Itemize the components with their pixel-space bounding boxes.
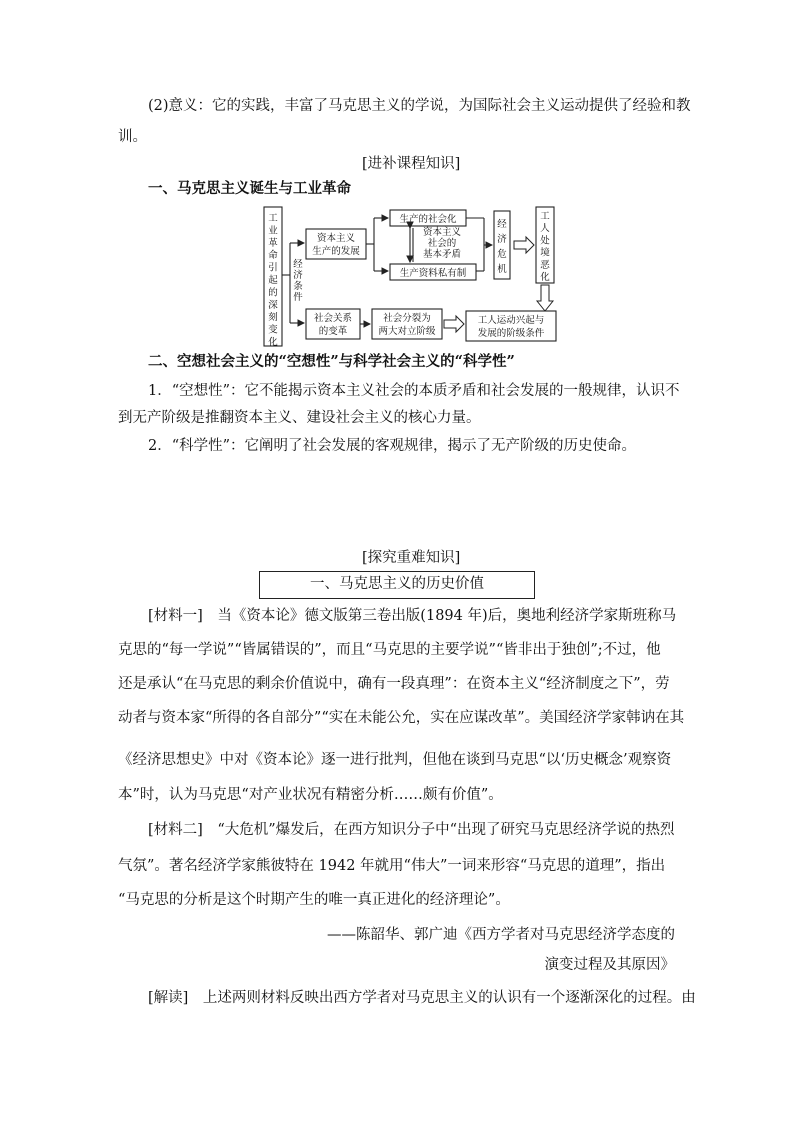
econCond-char: 经 xyxy=(293,259,303,270)
capitalist-dev-line2: 生产的发展 xyxy=(312,246,360,257)
leftV-char: 刻 xyxy=(268,312,278,324)
leftV-char: 业 xyxy=(268,225,278,237)
leftV-char: 的 xyxy=(268,287,278,299)
topic2-title: 二、空想社会主义的“空想性”与科学社会主义的“科学性” xyxy=(148,353,515,370)
class-division-line2: 两大对立阶级 xyxy=(378,326,436,337)
workers-situation-text xyxy=(540,211,550,283)
material2-line1: [材料二] “大危机”爆发后，在西方知识分子中“出现了研究马克思经济学说的热烈 xyxy=(148,822,675,838)
hollow-arrow-down xyxy=(537,285,553,311)
industrial-revolution-flow-diagram xyxy=(262,205,562,350)
explore-heading: [探究重难知识] xyxy=(362,550,461,566)
contradiction-line1: 资本主义 xyxy=(422,227,462,238)
leftV-char: 命 xyxy=(268,250,278,262)
workersV-char: 处 xyxy=(540,235,550,247)
leftV-char: 深 xyxy=(268,299,278,311)
crisisV-char: 危 xyxy=(497,249,507,260)
leftV-char: 起 xyxy=(268,275,278,286)
workersV-char: 恶 xyxy=(540,259,550,271)
econCond-char: 济 xyxy=(293,270,303,281)
private-ownership-label: 生产资料私有制 xyxy=(399,268,467,279)
economic-condition-label xyxy=(293,258,303,303)
utopian-item-line1: 1．“空想性”：它不能揭示资本主义社会的本质矛盾和社会发展的一般规律，认识不 xyxy=(148,383,680,399)
econCond-char: 件 xyxy=(293,292,303,303)
econCond-char: 条 xyxy=(293,281,303,292)
source-line1: ——陈韶华、郭广迪《西方学者对马克思经济学态度的 xyxy=(327,927,675,943)
leftV-char: 革 xyxy=(268,237,278,249)
material1-line1: [材料一] 当《资本论》德文版第三卷出版(1894 年)后，奥地利经济学家斯班称马 xyxy=(148,608,677,624)
contradiction-line3: 基本矛盾 xyxy=(422,249,462,260)
labor-movement-line1: 工人运动兴起与 xyxy=(477,315,545,326)
left-vertical-text xyxy=(268,213,278,348)
framed-topic-title: 一、马克思主义的历史价值 xyxy=(310,576,484,592)
socialization-label: 生产的社会化 xyxy=(399,214,457,225)
crisisV-char: 济 xyxy=(497,234,507,245)
social-relations-line2: 的变革 xyxy=(318,326,348,337)
material1-line3: 还是承认“在马克思的剩余价值说中，确有一段真理”：在资本主义“经济制度之下”，劳 xyxy=(118,676,670,692)
significance-line-2: 训。 xyxy=(118,129,147,145)
analysis-line: [解读] 上述两则材料反映出西方学者对马克思主义的认识有一个逐渐深化的过程。由 xyxy=(148,990,696,1006)
crisisV-char: 经 xyxy=(497,219,507,230)
workersV-char: 境 xyxy=(540,247,550,259)
leftV-char: 工 xyxy=(268,213,278,224)
significance-line-1: (2)意义：它的实践，丰富了马克思主义的学说，为国际社会主义运动提供了经验和教 xyxy=(148,98,691,114)
capitalist-dev-line1: 资本主义 xyxy=(316,233,356,244)
material2-line2: 气氛”。著名经济学家熊彼特在 1942 年就用“伟大”一词来形容“马克思的道理”，指出 xyxy=(118,858,666,874)
workersV-char: 化 xyxy=(540,272,550,283)
utopian-item-line2: 到无产阶级是推翻资本主义、建设社会主义的核心力量。 xyxy=(118,410,481,426)
workersV-char: 工 xyxy=(540,211,550,222)
scientific-item: 2．“科学性”：它阐明了社会发展的客观规律，揭示了无产阶级的历史使命。 xyxy=(148,438,637,454)
supplement-heading: [进补课程知识] xyxy=(362,156,461,172)
social-relations-line1: 社会关系 xyxy=(313,313,353,324)
crisisV-char: 机 xyxy=(497,264,507,275)
source-line2: 演变过程及其原因》 xyxy=(544,957,675,973)
material2-line3: “马克思的分析是这个时期产生的唯一真正进化的经济理论”。 xyxy=(118,892,510,908)
material1-line4: 动者与资本家“所得的各自部分”“实在未能公允，实在应谋改革”。美国经济学家韩讷在其 xyxy=(118,710,685,726)
class-division-line1: 社会分裂为 xyxy=(383,313,431,324)
hollow-arrow-right xyxy=(514,237,534,253)
hollow-arrow-bottom xyxy=(444,316,464,332)
material1-line5: 《经济思想史》中对《资本论》逐一进行批判，但他在谈到马克思“以‘历史概念’观察资 xyxy=(118,752,672,768)
leftV-char: 化 xyxy=(268,337,278,348)
leftV-char: 变 xyxy=(268,324,278,336)
leftV-char: 引 xyxy=(268,262,278,274)
material1-line6: 本”时，认为马克思“对产业状况有精密分析……颇有价值”。 xyxy=(118,787,503,803)
workersV-char: 人 xyxy=(540,223,550,235)
contradiction-line2: 社会的 xyxy=(427,238,457,249)
material1-line2: 克思的“每一学说”“皆属错误的”，而且“马克思的主要学说”“皆非出于独创”;不过，他 xyxy=(118,642,661,658)
labor-movement-line2: 发展的阶级条件 xyxy=(477,328,545,339)
topic1-title: 一、马克思主义诞生与工业革命 xyxy=(148,180,351,197)
